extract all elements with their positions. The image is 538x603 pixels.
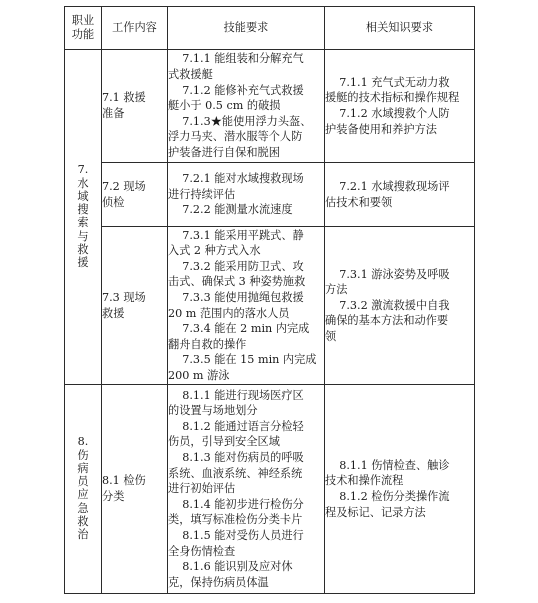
- occupational-skill-table: [64, 6, 475, 594]
- knowledge-text: 7.2.1 水域搜救现场评 估技术和要领: [325, 179, 450, 209]
- header-skill: 技能要求: [168, 7, 325, 50]
- header-knowledge: 相关知识要求: [325, 7, 475, 50]
- content-title: 8.1 检伤 分类: [102, 474, 146, 503]
- skill-text: 7.1.1 能组装和分解充气 式救援艇 7.1.2 能修补充气式救援 艇小于 0.5 cm 的破损 7.1.3★能使用浮力头盔、 浮力马夹、潜水服等个人防 护装备进行自保和脱困: [168, 52, 312, 159]
- function-title: 7. 水 域 搜 索 与 救 援: [77, 163, 89, 269]
- table-row: [65, 385, 475, 594]
- skill-cell: [168, 385, 325, 594]
- skill-text: 8.1.1 能进行现场医疗区 的设置与场地划分 8.1.2 能通过语言分检轻 伤员，引导到安全区域 8.1.3 能对伤病员的呼吸 系统、血液系统、神经系统 进行初始评估 8.1.4 能初步进行检伤分 类，填写标准检伤分类卡片 8.1.5 能对受伤人员进行 全身伤情检查 8.1.6 能识别及应对休 克，保持伤病员体温: [168, 388, 304, 589]
- knowledge-cell: [325, 227, 475, 385]
- skill-text: 7.3.1 能采用平跳式、静 入式 2 种方式入水 7.3.2 能采用防卫式、攻 击式、确保式 3 种姿势施救 7.3.3 能使用抛绳包救援 20 m 范围内的落水人员 7.3.4 能在 2 min 内完成 翻舟自救的操作 7.3.5 能在 15 min 内完成 200 m 游泳: [168, 228, 317, 382]
- table-row: [65, 227, 475, 385]
- skill-cell: [168, 227, 325, 385]
- skill-cell: [168, 163, 325, 227]
- skill-cell: [168, 50, 325, 163]
- knowledge-cell: [325, 50, 475, 163]
- header-function: 职业 功能: [65, 7, 102, 50]
- function-cell-8: [65, 385, 102, 594]
- content-title: 7.3 现场 救援: [102, 290, 146, 320]
- knowledge-text: 7.3.1 游泳姿势及呼吸 方法 7.3.2 激流救援中自我 确保的基本方法和动作要 领: [325, 267, 450, 343]
- content-cell: [102, 50, 168, 163]
- function-cell-7: [65, 50, 102, 385]
- function-title: 8. 伤 病 员 应 急 救 治: [77, 435, 89, 541]
- content-cell: [102, 227, 168, 385]
- knowledge-text: 7.1.1 充气式无动力救 援艇的技术指标和操作规程 7.1.2 水域搜救个人防 护装备使用和养护方法: [325, 75, 460, 136]
- knowledge-cell: [325, 385, 475, 594]
- content-title: 7.1 救援 准备: [102, 91, 146, 120]
- content-title: 7.2 现场 侦检: [102, 179, 146, 209]
- skill-text: 7.2.1 能对水域搜救现场 进行持续评估 7.2.2 能测量水流速度: [168, 172, 304, 217]
- knowledge-cell: [325, 163, 475, 227]
- content-cell: [102, 385, 168, 594]
- table-row: [65, 50, 475, 163]
- header-content: 工作内容: [102, 7, 168, 50]
- knowledge-text: 8.1.1 伤情检查、触诊 技术和操作流程 8.1.2 检伤分类操作流 程及标记、记录方法: [325, 458, 450, 519]
- table-header-row: [65, 7, 475, 50]
- table-row: [65, 163, 475, 227]
- content-cell: [102, 163, 168, 227]
